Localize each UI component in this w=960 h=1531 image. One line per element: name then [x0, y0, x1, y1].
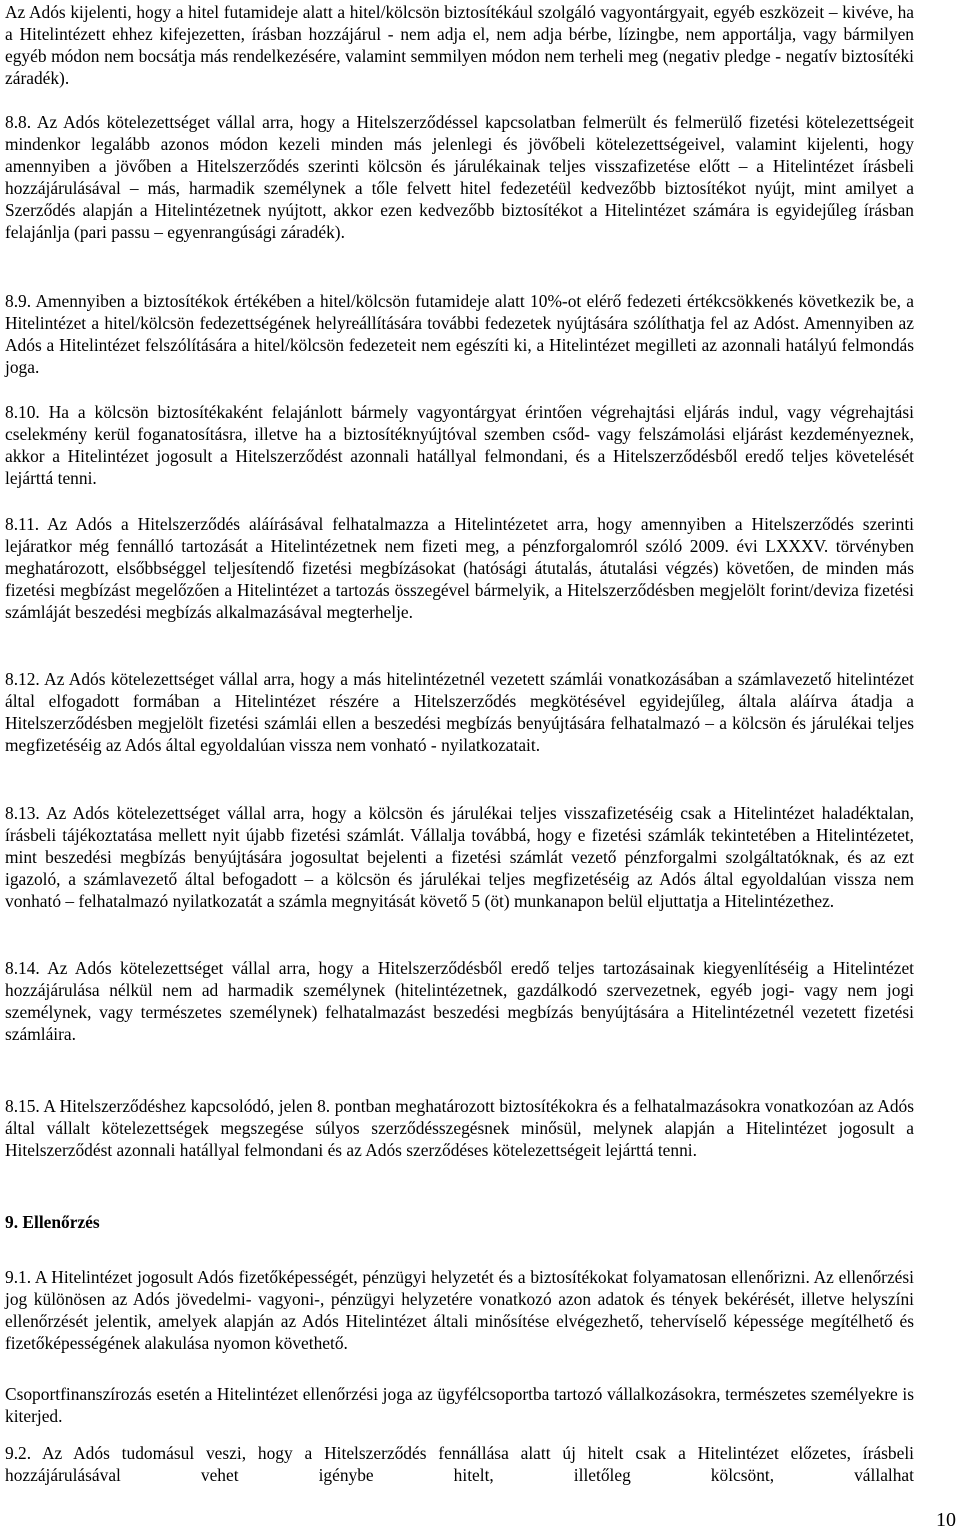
paragraph-8-8: 8.8. Az Adós kötelezettséget vállal arra, hogy a Hitelszerződéssel kapcsolatban felmerült és felmerülő fizetési kötelezettségeit mindenkor legalább azonos módon kezeli minden más jelenlegi és jövőbeli kötelezettségeivel, valamint kijelenti, hogy amennyiben a jövőben a Hitelszerződés szerinti kölcsön és járulékainak teljes visszafizetése előtt – a Hitelintézet írásbeli hozzájárulásával – más, harmadik személynek a tőle felvett hitel fedezetéül kedvezőbb biztosítékot nyújt, mint amilyet a Szerződés alapján a Hitelintézetnek nyújtott, akkor ezen kedvezőbb biztosítékot a Hitelintézet számára is egyidejűleg írásban felajánlja (pari passu – egyenrangúsági záradék).: [5, 112, 914, 242]
paragraph-8-12: 8.12. Az Adós kötelezettséget vállal arra, hogy a más hitelintézetnél vezetett számlái vonatkozásában a számlavezető hitelintézet által elfogadott formában a Hitelintézet részére a Hitelszerződés megkötésével egyidejűleg, általa aláírva átadja a Hitelszerződésben megjelölt fizetési számlái ellen a beszedési megbízás benyújtására felhatalmazó – a kölcsön és járulékai teljes megfizetéséig az Adós által egyoldalúan vissza nem vonható - nyilatkozatait.: [5, 669, 914, 755]
paragraph-8-10: 8.10. Ha a kölcsön biztosítékaként felajánlott bármely vagyontárgyat érintően végrehajtási eljárás indul, vagy végrehajtási cselekmény kerül foganatosításra, illetve ha a biztosítéknyújtóval szemben csőd- vagy felszámolási eljárást kezdeményeznek, akkor a Hitelintézet jogosult a Hitelszerződést azonnali hatállyal felmondani, és a Hitelszerződésből eredő teljes követelését lejárttá tenni.: [5, 402, 914, 488]
paragraph-8-13: 8.13. Az Adós kötelezettséget vállal arra, hogy a kölcsön és járulékai teljes visszafizetéséig csak a Hitelintézet haladéktalan, írásbeli tájékoztatása mellett nyit újabb fizetési számlát. Vállalja továbbá, hogy e fizetési számlák tekintetében a Hitelintézetet, mint beszedési megbízás benyújtására jogosultat bejelenti a fizetési számlát vezető pénzforgalmi szolgáltatóknak, és az ezt igazoló, a számlavezető által befogadott – a kölcsön és járulékai teljes megfizetéséig az Adós által egyoldalúan vissza nem vonható – felhatalmazó nyilatkozatát a számla megnyitását követő 5 (öt) munkanapon belül eljuttatja a Hitelintézethez.: [5, 803, 914, 911]
paragraph-9-1-group-financing: Csoportfinanszírozás esetén a Hitelintézet ellenőrzési joga az ügyfélcsoportba tartozó vállalkozásokra, természetes személyekre is kiterjed.: [5, 1384, 914, 1426]
paragraph-9-1: 9.1. A Hitelintézet jogosult Adós fizetőképességét, pénzügyi helyzetét és a biztosítékokat folyamatosan ellenőrizni. Az ellenőrzési jog különösen az Adós jövedelmi- vagyoni-, pénzügyi helyzetére vonatkozó azon adatok és tények bekérését, illetve helyszíni ellenőrzését jelentik, amelyek alapján az Adós Hitelintézet általi minősítése elvégezhető, tehervíselő képessége megítélhető és fizetőképességének alakulása nyomon követhető.: [5, 1267, 914, 1353]
paragraph-8-14: 8.14. Az Adós kötelezettséget vállal arra, hogy a Hitelszerződésből eredő teljes tartozásainak kiegyenlítéséig a Hitelintézet hozzájárulása nélkül nem ad harmadik személynek (hitelintézetnek, gazdálkodó szervezetnek, egyéb jogi- vagy nem jogi személynek, vagy természetes személynek) felhatalmazást beszedési megbízás benyújtására a Hitelintézetnél vezetett fizetési számláira.: [5, 958, 914, 1044]
paragraph-8-11: 8.11. Az Adós a Hitelszerződés aláírásával felhatalmazza a Hitelintézetet arra, hogy amennyiben a Hitelszerződés szerinti lejáratkor még fennálló tartozását a Hitelintézetnek nem fizeti meg, a pénzforgalomról szóló 2009. évi LXXXV. törvényben meghatározott, elsőbbséggel teljesítendő fizetési megbízásokat (hatósági átutalás, átutalási végzés) követően, de minden más fizetési megbízást megelőzően a Hitelintézet a tartozás összegével bármelyik, a Hitelszerződésben megjelölt forint/deviza fizetési számláját beszedési megbízás alkalmazásával megterhelje.: [5, 514, 914, 622]
page-number: 10: [936, 1509, 956, 1531]
paragraph-8-7-continuation: Az Adós kijelenti, hogy a hitel futamideje alatt a hitel/kölcsön biztosítékául szolgáló vagyontárgyait, egyéb eszközeit – kivéve, ha a Hitelintézett ehhez kifejezetten, írásban hozzájárul - nem adja el, nem adja bérbe, lízingbe, nem apportálja, vagy bármilyen egyéb módon nem bocsátja más rendelkezésére, valamint semmilyen módon nem terheli meg (negativ pledge - negatív biztosítéki záradék).: [5, 2, 914, 88]
section-heading-9: 9. Ellenőrzés: [5, 1212, 100, 1232]
paragraph-9-2: 9.2. Az Adós tudomásul veszi, hogy a Hitelszerződés fennállása alatt új hitelt csak a Hitelintézet előzetes, írásbeli hozzájárulásával vehet igénybe hitelt, illetőleg kölcsönt, vállalhat: [5, 1443, 914, 1485]
paragraph-8-9: 8.9. Amennyiben a biztosítékok értékében a hitel/kölcsön futamideje alatt 10%-ot elérő fedezeti értékcsökkenés következik be, a Hitelintézet a hitel/kölcsön fedezettségének helyreállítására további fedezetek nyújtására szólíthatja fel az Adóst. Amennyiben az Adós a Hitelintézet felszólítására a hitel/kölcsön fedezeteit nem egészíti ki, a Hitelintézet megilleti az azonnali hatályú felmondás joga.: [5, 291, 914, 377]
paragraph-8-15: 8.15. A Hitelszerződéshez kapcsolódó, jelen 8. pontban meghatározott biztosítékokra és a felhatalmazásokra vonatkozóan az Adós által vállalt kötelezettségek megszegése súlyos szerződésszegésnek minősül, melynek alapján a Hitelintézet jogosult a Hitelszerződést azonnali hatállyal felmondani és az Adós szerződéses kötelezettségeit lejárttá tenni.: [5, 1096, 914, 1160]
